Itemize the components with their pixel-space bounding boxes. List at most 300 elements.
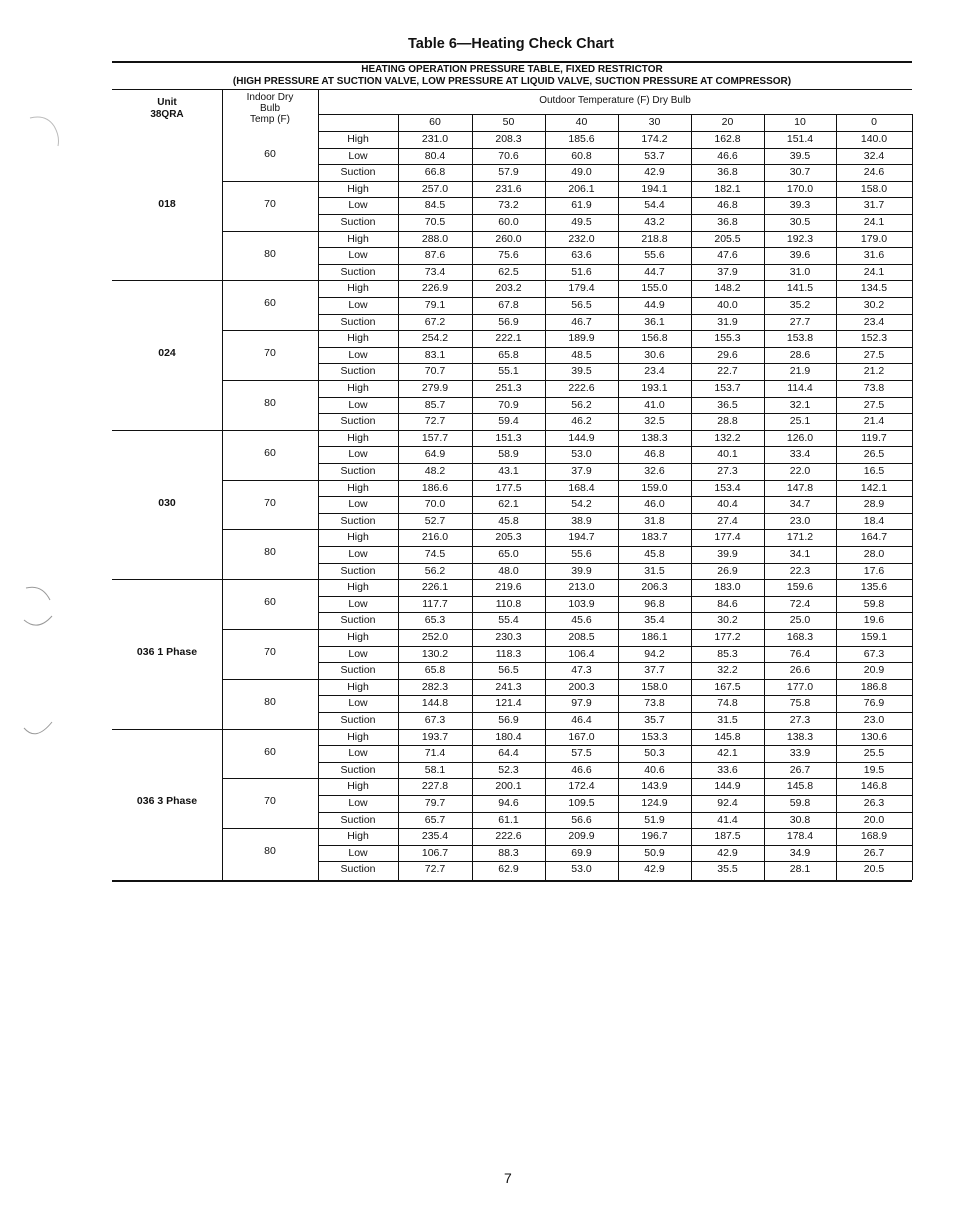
pressure-type-label: Low	[348, 249, 368, 262]
pressure-value-cell: 153.7	[714, 382, 741, 394]
pressure-value-cell: 64.9	[424, 448, 446, 461]
pressure-type-label: Suction	[340, 216, 376, 228]
pressure-value-cell: 213.0	[568, 581, 595, 594]
pressure-value-cell: 42.1	[717, 747, 738, 760]
pressure-value-cell: 32.6	[644, 465, 665, 477]
pressure-value-cell: 20.0	[863, 813, 885, 826]
pressure-value-cell: 27.5	[863, 398, 885, 411]
pressure-value-cell: 47.3	[571, 664, 592, 677]
pressure-value-cell: 44.9	[644, 299, 665, 311]
pressure-type-label: Low	[348, 348, 368, 361]
pressure-value-cell: 45.6	[571, 614, 592, 627]
pressure-type-label: Suction	[340, 465, 376, 477]
pressure-type-label: High	[347, 431, 369, 444]
table-title: Table 6—Heating Check Chart	[408, 36, 615, 52]
pressure-value-cell: 31.0	[789, 265, 811, 278]
pressure-value-cell: 28.8	[717, 415, 738, 428]
pressure-value-cell: 200.1	[495, 780, 522, 793]
pressure-value-cell: 46.4	[571, 714, 592, 726]
pressure-value-cell: 124.9	[641, 797, 668, 809]
indoor-temp-value: 80	[264, 247, 276, 260]
outdoor-temp-label: 40	[575, 116, 588, 128]
pressure-value-cell: 49.0	[571, 166, 592, 179]
pressure-value-cell: 67.2	[424, 315, 446, 328]
pressure-value-cell: 279.9	[421, 382, 449, 394]
unit-model-label: 036 3 Phase	[136, 795, 198, 808]
pressure-value-cell: 70.9	[498, 398, 519, 411]
pressure-type-label: Suction	[340, 614, 376, 627]
pressure-value-cell: 19.5	[863, 763, 885, 776]
pressure-value-cell: 172.4	[568, 780, 595, 793]
pressure-type-label: Low	[348, 398, 368, 411]
pressure-value-cell: 174.2	[641, 133, 668, 145]
pressure-value-cell: 48.0	[498, 564, 519, 577]
pressure-value-cell: 193.1	[641, 382, 668, 394]
pressure-value-cell: 126.0	[786, 431, 814, 444]
pressure-type-label: Suction	[340, 265, 376, 278]
pressure-value-cell: 48.5	[571, 348, 592, 361]
pressure-value-cell: 186.6	[421, 481, 449, 494]
pressure-value-cell: 59.4	[498, 415, 519, 428]
pressure-value-cell: 192.3	[786, 232, 814, 245]
scan-mark-arc	[28, 110, 68, 150]
pressure-value-cell: 48.2	[424, 465, 446, 477]
pressure-value-cell: 40.0	[717, 299, 738, 311]
pressure-value-cell: 138.3	[786, 730, 814, 743]
pressure-value-cell: 39.5	[789, 149, 811, 162]
pressure-value-cell: 26.9	[717, 564, 738, 577]
scan-mark-arc	[20, 718, 60, 748]
pressure-value-cell: 55.6	[571, 548, 592, 560]
pressure-value-cell: 39.9	[717, 548, 738, 560]
pressure-value-cell: 26.5	[863, 448, 885, 461]
pressure-value-cell: 60.0	[498, 216, 519, 228]
pressure-value-cell: 43.1	[498, 465, 519, 477]
outdoor-temp-header: Outdoor Temperature (F) Dry Bulb	[539, 95, 691, 106]
pressure-type-label: Suction	[340, 763, 376, 776]
pressure-value-cell: 147.8	[786, 481, 814, 494]
pressure-value-cell: 42.9	[644, 166, 665, 179]
pressure-value-cell: 46.2	[571, 415, 592, 428]
page-number: 7	[504, 1170, 512, 1186]
pressure-value-cell: 27.3	[789, 714, 811, 726]
pressure-value-cell: 46.6	[717, 149, 738, 162]
pressure-value-cell: 60.8	[571, 149, 592, 162]
pressure-value-cell: 151.4	[786, 133, 814, 145]
pressure-value-cell: 257.0	[421, 182, 449, 195]
pressure-value-cell: 218.8	[641, 232, 668, 245]
pressure-value-cell: 37.7	[644, 664, 665, 677]
pressure-type-label: High	[347, 680, 369, 693]
pressure-value-cell: 75.8	[789, 697, 811, 710]
pressure-value-cell: 28.1	[789, 863, 811, 876]
indoor-header-line3: Temp (F)	[250, 114, 290, 125]
pressure-value-cell: 30.7	[789, 166, 811, 179]
pressure-value-cell: 31.7	[863, 199, 885, 212]
pressure-value-cell: 31.6	[863, 249, 885, 262]
pressure-value-cell: 65.0	[498, 548, 519, 560]
pressure-value-cell: 65.7	[424, 813, 446, 826]
pressure-value-cell: 41.4	[717, 813, 738, 826]
pressure-value-cell: 36.8	[717, 166, 738, 179]
pressure-value-cell: 57.9	[498, 166, 519, 179]
pressure-value-cell: 231.6	[495, 182, 522, 195]
indoor-temp-value: 70	[264, 795, 276, 808]
pressure-value-cell: 241.3	[495, 680, 522, 693]
pressure-value-cell: 26.6	[789, 664, 811, 677]
pressure-value-cell: 25.5	[863, 747, 885, 760]
pressure-value-cell: 168.3	[786, 631, 814, 643]
pressure-value-cell: 24.1	[863, 265, 885, 278]
pressure-value-cell: 87.6	[424, 249, 446, 262]
pressure-value-cell: 196.7	[641, 830, 668, 843]
pressure-value-cell: 56.2	[571, 398, 592, 411]
pressure-value-cell: 27.3	[717, 465, 738, 477]
pressure-value-cell: 148.2	[714, 282, 741, 295]
pressure-value-cell: 27.4	[717, 514, 738, 527]
pressure-value-cell: 153.4	[714, 481, 741, 494]
pressure-value-cell: 158.0	[860, 182, 888, 195]
pressure-value-cell: 23.0	[863, 714, 885, 726]
pressure-value-cell: 146.8	[860, 780, 888, 793]
pressure-value-cell: 59.8	[863, 597, 885, 610]
pressure-value-cell: 28.0	[863, 548, 885, 560]
table-subtitle-note: (HIGH PRESSURE AT SUCTION VALVE, LOW PRESSURE AT LIQUID VALVE, SUCTION PRESSURE AT COMPRESSOR)	[232, 76, 792, 87]
pressure-value-cell: 19.6	[863, 614, 885, 627]
pressure-type-label: Suction	[340, 564, 376, 577]
pressure-value-cell: 117.7	[422, 597, 448, 610]
pressure-value-cell: 141.5	[786, 282, 814, 295]
pressure-value-cell: 119.7	[861, 431, 887, 444]
unit-model-label: 030	[158, 496, 176, 509]
pressure-type-label: Suction	[340, 514, 376, 527]
pressure-value-cell: 226.1	[421, 581, 449, 594]
pressure-value-cell: 70.0	[424, 498, 446, 511]
pressure-value-cell: 31.5	[717, 714, 738, 726]
pressure-value-cell: 222.6	[495, 830, 522, 843]
pressure-type-label: Suction	[340, 315, 376, 328]
pressure-value-cell: 67.8	[498, 299, 519, 311]
pressure-value-cell: 61.1	[498, 813, 519, 826]
pressure-value-cell: 35.4	[644, 614, 665, 627]
pressure-value-cell: 35.7	[644, 714, 665, 726]
indoor-temp-value: 80	[264, 845, 276, 858]
pressure-type-label: Low	[348, 498, 368, 511]
pressure-value-cell: 52.7	[424, 514, 446, 527]
pressure-value-cell: 54.2	[571, 498, 592, 511]
pressure-value-cell: 29.6	[717, 348, 738, 361]
pressure-value-cell: 20.5	[863, 863, 885, 876]
pressure-value-cell: 155.3	[714, 332, 741, 345]
pressure-value-cell: 230.3	[495, 631, 522, 643]
pressure-value-cell: 51.9	[644, 813, 665, 826]
pressure-value-cell: 65.8	[498, 348, 519, 361]
pressure-value-cell: 106.4	[568, 647, 595, 660]
pressure-value-cell: 72.7	[424, 863, 446, 876]
pressure-value-cell: 54.4	[644, 199, 665, 212]
pressure-value-cell: 159.6	[786, 581, 814, 594]
pressure-value-cell: 23.4	[863, 315, 885, 328]
pressure-value-cell: 50.3	[644, 747, 665, 760]
pressure-value-cell: 73.4	[424, 265, 446, 278]
pressure-value-cell: 22.3	[789, 564, 811, 577]
pressure-value-cell: 73.8	[644, 697, 665, 710]
pressure-value-cell: 44.7	[644, 265, 665, 278]
pressure-value-cell: 73.2	[498, 199, 519, 212]
pressure-value-cell: 33.6	[717, 763, 738, 776]
pressure-value-cell: 62.5	[498, 265, 519, 278]
indoor-header-line1: Indoor Dry	[246, 92, 294, 103]
indoor-temp-value: 60	[264, 596, 276, 609]
pressure-value-cell: 25.0	[789, 614, 811, 627]
pressure-type-label: Low	[348, 647, 368, 660]
pressure-type-label: Suction	[340, 664, 376, 677]
pressure-value-cell: 26.7	[789, 763, 811, 776]
pressure-type-label: Low	[348, 299, 368, 311]
pressure-value-cell: 227.8	[421, 780, 449, 793]
pressure-value-cell: 46.7	[571, 315, 592, 328]
pressure-value-cell: 37.9	[571, 465, 592, 477]
pressure-value-cell: 206.3	[641, 581, 668, 594]
pressure-value-cell: 155.0	[641, 282, 668, 295]
pressure-value-cell: 226.9	[421, 282, 449, 295]
pressure-value-cell: 36.1	[644, 315, 665, 328]
unit-header-line1: Unit	[157, 97, 177, 108]
pressure-value-cell: 145.8	[714, 730, 741, 743]
pressure-value-cell: 30.2	[717, 614, 738, 627]
outdoor-temp-label: 60	[429, 116, 441, 128]
pressure-value-cell: 157.7	[421, 431, 449, 444]
pressure-type-label: Suction	[340, 813, 376, 826]
pressure-value-cell: 186.1	[641, 631, 668, 643]
top-rule	[112, 61, 912, 63]
pressure-value-cell: 64.4	[498, 747, 519, 760]
pressure-value-cell: 74.5	[424, 548, 446, 560]
pressure-value-cell: 53.0	[571, 863, 592, 876]
pressure-value-cell: 193.7	[421, 730, 449, 743]
pressure-value-cell: 31.5	[644, 564, 665, 577]
pressure-value-cell: 40.1	[717, 448, 738, 461]
indoor-temp-value: 80	[264, 546, 276, 559]
pressure-value-cell: 232.0	[568, 232, 595, 245]
pressure-value-cell: 75.6	[498, 249, 519, 262]
pressure-value-cell: 109.5	[568, 797, 595, 809]
outdoor-temp-label: 0	[871, 116, 877, 128]
pressure-value-cell: 177.4	[714, 531, 741, 544]
pressure-type-label: Suction	[340, 365, 376, 378]
pressure-value-cell: 134.5	[860, 282, 888, 295]
pressure-value-cell: 194.1	[641, 182, 668, 195]
pressure-value-cell: 55.1	[498, 365, 519, 378]
pressure-value-cell: 46.8	[644, 448, 665, 461]
pressure-value-cell: 70.6	[498, 149, 519, 162]
pressure-value-cell: 177.5	[495, 481, 522, 494]
pressure-value-cell: 30.5	[789, 216, 811, 228]
pressure-value-cell: 56.6	[571, 813, 592, 826]
pressure-value-cell: 254.2	[421, 332, 449, 345]
pressure-value-cell: 58.1	[424, 763, 446, 776]
pressure-value-cell: 63.6	[571, 249, 592, 262]
pressure-value-cell: 36.5	[717, 398, 738, 411]
pressure-value-cell: 72.7	[424, 415, 446, 428]
pressure-value-cell: 40.6	[644, 763, 665, 776]
pressure-value-cell: 260.0	[495, 232, 522, 245]
pressure-value-cell: 38.9	[571, 514, 592, 527]
pressure-type-label: High	[347, 830, 369, 843]
pressure-type-label: High	[347, 282, 369, 295]
pressure-value-cell: 143.9	[641, 780, 668, 793]
indoor-temp-value: 70	[264, 645, 276, 658]
pressure-value-cell: 205.3	[495, 531, 522, 544]
pressure-value-cell: 84.6	[717, 597, 738, 610]
pressure-value-cell: 65.8	[424, 664, 446, 677]
pressure-value-cell: 79.7	[424, 797, 446, 809]
pressure-value-cell: 20.9	[863, 664, 885, 677]
pressure-value-cell: 140.0	[860, 133, 888, 145]
scan-mark-arc	[20, 580, 70, 640]
pressure-value-cell: 132.2	[714, 431, 741, 444]
pressure-type-label: Low	[348, 149, 368, 162]
pressure-type-label: Low	[348, 548, 368, 560]
pressure-type-label: Suction	[340, 415, 376, 428]
pressure-type-label: High	[347, 481, 369, 494]
indoor-temp-value: 80	[264, 695, 276, 708]
pressure-value-cell: 159.0	[641, 481, 668, 494]
pressure-value-cell: 36.8	[717, 216, 738, 228]
pressure-value-cell: 121.4	[495, 697, 522, 710]
pressure-value-cell: 70.7	[424, 365, 446, 378]
pressure-value-cell: 130.6	[860, 730, 888, 743]
pressure-value-cell: 39.9	[571, 564, 592, 577]
pressure-value-cell: 180.4	[495, 730, 522, 743]
pressure-value-cell: 61.9	[571, 199, 592, 212]
pressure-value-cell: 70.5	[424, 216, 446, 228]
pressure-value-cell: 67.3	[424, 714, 446, 726]
pressure-value-cell: 45.8	[498, 514, 519, 527]
pressure-value-cell: 206.1	[568, 182, 595, 195]
pressure-type-label: High	[347, 730, 369, 743]
pressure-value-cell: 23.0	[789, 514, 811, 527]
pressure-value-cell: 57.5	[571, 747, 592, 760]
pressure-value-cell: 106.7	[421, 846, 449, 859]
pressure-value-cell: 66.8	[424, 166, 446, 179]
pressure-value-cell: 97.9	[571, 697, 592, 710]
pressure-value-cell: 209.9	[568, 830, 595, 843]
pressure-value-cell: 183.0	[714, 581, 741, 594]
pressure-value-cell: 62.9	[498, 863, 519, 876]
pressure-value-cell: 85.7	[424, 398, 446, 411]
pressure-value-cell: 28.9	[863, 498, 885, 511]
pressure-value-cell: 59.8	[789, 797, 811, 809]
pressure-value-cell: 76.4	[789, 647, 811, 660]
pressure-value-cell: 203.2	[495, 282, 522, 295]
pressure-value-cell: 142.1	[860, 481, 888, 494]
pressure-value-cell: 25.1	[789, 415, 811, 428]
pressure-value-cell: 16.5	[863, 465, 885, 477]
pressure-type-label: High	[347, 332, 369, 345]
unit-header-line2: 38QRA	[150, 109, 184, 120]
unit-model-label: 024	[158, 347, 176, 360]
pressure-value-cell: 69.9	[571, 846, 592, 859]
pressure-value-cell: 56.5	[498, 664, 519, 677]
pressure-value-cell: 35.5	[717, 863, 738, 876]
pressure-type-label: Low	[348, 199, 368, 212]
pressure-value-cell: 41.0	[644, 398, 665, 411]
pressure-value-cell: 168.4	[568, 481, 595, 494]
pressure-value-cell: 252.0	[421, 631, 449, 643]
pressure-value-cell: 282.3	[421, 680, 449, 693]
pressure-value-cell: 56.9	[498, 714, 519, 726]
indoor-temp-value: 60	[264, 297, 276, 310]
pressure-value-cell: 56.9	[498, 315, 519, 328]
pressure-type-label: High	[347, 382, 369, 394]
pressure-value-cell: 189.9	[568, 332, 595, 345]
pressure-value-cell: 185.6	[568, 133, 595, 145]
pressure-value-cell: 21.4	[863, 415, 885, 428]
unit-model-label: 018	[158, 197, 176, 210]
pressure-value-cell: 58.9	[498, 448, 519, 461]
pressure-value-cell: 145.8	[786, 780, 814, 793]
pressure-value-cell: 167.5	[714, 680, 741, 693]
pressure-value-cell: 80.4	[424, 149, 446, 162]
indoor-temp-value: 70	[264, 347, 276, 360]
pressure-value-cell: 171.2	[786, 531, 814, 544]
indoor-temp-value: 70	[264, 197, 276, 210]
pressure-value-cell: 33.9	[789, 747, 811, 760]
pressure-value-cell: 79.1	[424, 299, 446, 311]
pressure-type-label: Low	[348, 597, 368, 610]
pressure-value-cell: 205.5	[714, 232, 741, 245]
indoor-temp-value: 80	[264, 396, 276, 409]
pressure-value-cell: 94.6	[498, 797, 519, 809]
pressure-value-cell: 24.1	[863, 216, 885, 228]
pressure-value-cell: 118.3	[495, 647, 522, 660]
bottom-rule	[112, 880, 912, 882]
pressure-value-cell: 67.3	[863, 647, 885, 660]
pressure-value-cell: 159.1	[860, 631, 888, 643]
pressure-value-cell: 182.1	[714, 182, 741, 195]
indoor-temp-value: 60	[264, 745, 276, 758]
pressure-type-label: Low	[348, 797, 368, 809]
pressure-value-cell: 144.9	[714, 780, 741, 793]
pressure-value-cell: 45.8	[644, 548, 665, 560]
unit-model-label: 036 1 Phase	[136, 645, 198, 658]
pressure-type-label: High	[347, 182, 369, 195]
pressure-type-label: Low	[348, 747, 368, 760]
pressure-value-cell: 208.5	[568, 631, 595, 643]
pressure-value-cell: 46.6	[571, 763, 592, 776]
unit-column-header	[112, 97, 222, 121]
pressure-type-label: High	[347, 232, 369, 245]
pressure-value-cell: 178.4	[786, 830, 814, 843]
pressure-value-cell: 17.6	[863, 564, 885, 577]
outdoor-temp-label: 10	[794, 116, 806, 128]
pressure-value-cell: 34.1	[789, 548, 811, 560]
pressure-value-cell: 216.0	[421, 531, 449, 544]
pressure-value-cell: 31.9	[717, 315, 738, 328]
pressure-value-cell: 37.9	[717, 265, 738, 278]
pressure-type-label: Suction	[340, 166, 376, 179]
pressure-value-cell: 135.6	[860, 581, 888, 594]
pressure-value-cell: 177.0	[786, 680, 814, 693]
pressure-value-cell: 164.7	[860, 531, 888, 544]
pressure-value-cell: 39.3	[789, 199, 811, 212]
pressure-value-cell: 251.3	[495, 382, 522, 394]
pressure-value-cell: 62.1	[498, 498, 519, 511]
pressure-value-cell: 94.2	[644, 647, 665, 660]
pressure-value-cell: 222.6	[568, 382, 595, 394]
pressure-value-cell: 65.3	[424, 614, 446, 627]
